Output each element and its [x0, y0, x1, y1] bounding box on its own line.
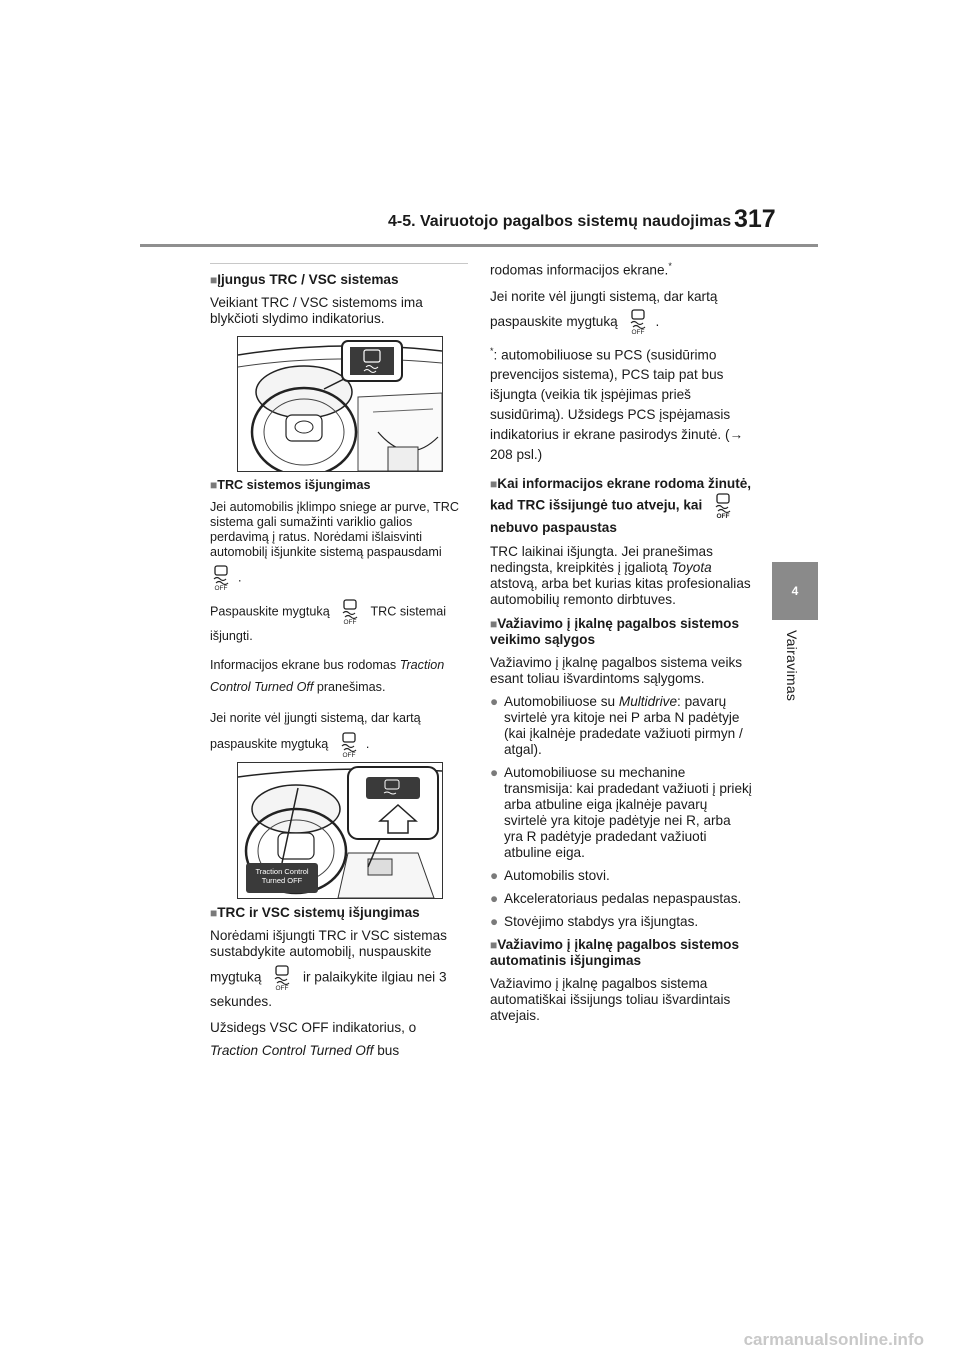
- section-heading: ■TRC ir VSC sistemų išjungimas: [210, 905, 420, 920]
- square-bullet-icon: ■: [490, 477, 498, 492]
- paragraph: OFF .: [210, 565, 468, 591]
- traction-control-label: Traction Control Turned OFF: [255, 867, 309, 885]
- bullet-dot-icon: ●: [490, 765, 499, 781]
- page-number: 317: [734, 205, 776, 233]
- section-heading: ■Įjungus TRC / VSC sistemas: [210, 272, 399, 287]
- section-heading: ■Važiavimo į įkalnę pagalbos sistemos automatinis išjungimas: [490, 937, 740, 969]
- right-column: [490, 258, 752, 1031]
- svg-text:OFF: OFF: [275, 985, 289, 991]
- paragraph: Užsidegs VSC OFF indikatorius, o: [210, 1020, 417, 1035]
- left-column-2: [210, 478, 468, 765]
- section-title: 4-5. Vairuotojo pagalbos sistemų naudojimas: [388, 213, 732, 230]
- trc-off-switch-icon: [712, 493, 734, 519]
- footnote: *: automobiliuose su PCS (susidūrimo prevencijos sistema), PCS taip pat bus išjungta (veikia tik įspėjimas prieš susidūrimą). Užsidegs PCS įspėjamasis indikatorius ir ekrane pasirodys žinutė. (→ 208 psl.): [490, 345, 744, 463]
- svg-text:OFF: OFF: [631, 328, 645, 335]
- paragraph: Paspauskite mygtuką OFF TRC sistemai išjungti.: [210, 599, 468, 647]
- paragraph: Jei automobilis įklimpo sniege ar purve, TRC sistema gali sumažinti variklio galios perdavimą į ratus. Norėdami išlaisvinti automobilį išjunkite sistemą paspausdami: [210, 500, 459, 559]
- list-item: ● Automobilis stovi.: [490, 868, 610, 884]
- paragraph: Informacijos ekrane bus rodomas Traction Control Turned Off pranešimas.: [210, 658, 445, 694]
- paragraph: mygtuką OFF ir palaikykite ilgiau nei 3 sekundes.: [210, 965, 468, 1013]
- bullet-dot-icon: ●: [490, 868, 499, 884]
- dashboard-illustration: [238, 337, 442, 471]
- section-rule: [210, 263, 468, 264]
- square-bullet-icon: ■: [490, 617, 498, 632]
- paragraph: Važiavimo į įkalnę pagalbos sistema automatiškai išsijungs toliau išvardintais atvejais.: [490, 976, 731, 1024]
- list-item: ● Akceleratoriaus pedalas nepaspaustas.: [490, 891, 742, 907]
- bullet-dot-icon: ●: [490, 891, 499, 907]
- square-bullet-icon: ■: [210, 906, 218, 920]
- chapter-label: Vairavimas: [784, 630, 800, 702]
- svg-text:OFF: OFF: [716, 513, 730, 520]
- section-heading: ■Važiavimo į įkalnę pagalbos sistemos veikimo sąlygos: [490, 616, 740, 648]
- square-bullet-icon: ■: [210, 478, 218, 492]
- svg-text:OFF: OFF: [214, 585, 228, 591]
- square-bullet-icon: ■: [490, 938, 498, 953]
- paragraph: Važiavimo į įkalnę pagalbos sistema veiks esant toliau išvardintoms sąlygoms.: [490, 655, 743, 687]
- paragraph: rodomas informacijos ekrane.*: [490, 261, 672, 278]
- trc-off-switch-icon: [627, 309, 649, 335]
- left-column-3: [210, 905, 468, 1066]
- figure-instrument-panel: [237, 336, 443, 472]
- paragraph: paspauskite mygtuką OFF .: [490, 309, 752, 335]
- paragraph: Traction Control Turned Off bus: [210, 1043, 400, 1058]
- paragraph: Jei norite vėl įjungti sistemą, dar kartą: [490, 288, 718, 304]
- trc-off-switch-icon: [339, 599, 361, 625]
- trc-off-switch-icon: [271, 965, 293, 991]
- paragraph: Norėdami išjungti TRC ir VSC sistemas sustabdykite automobilį, nuspauskite: [210, 928, 447, 959]
- chapter-number: 4: [791, 584, 799, 598]
- bullet-dot-icon: ●: [490, 914, 499, 930]
- list-item: ● Automobiliuose su mechanine transmisija: kai pradedant važiuoti į priekį arba atbuline eiga įkalnėje pavarų svirtelė yra kitoje padėtyje nei R, arba yra R padėtyje pradedant važiuoti atbuline eiga.: [490, 765, 752, 861]
- section-heading: ■Kai informacijos ekrane rodoma žinutė, kad TRC išsijungė tuo atveju, kai OFF nebuvo paspaustas: [490, 476, 752, 536]
- paragraph: Jei norite vėl įjungti sistemą, dar kartą paspauskite mygtuką OFF .: [210, 711, 421, 758]
- bullet-dot-icon: ●: [490, 694, 499, 710]
- square-bullet-icon: ■: [210, 273, 218, 287]
- trc-off-switch-icon: [210, 565, 232, 591]
- left-column: [210, 263, 468, 334]
- svg-text:OFF: OFF: [342, 751, 356, 758]
- paragraph: TRC laikinai išjungta. Jei pranešimas nedingsta, kreipkitės į įgaliotą Toyota atstovą, arba bet kurias kitas profesionalias automobilių remonto dirbtuves.: [490, 544, 751, 608]
- svg-text:OFF: OFF: [343, 619, 357, 625]
- header-rule: [140, 244, 818, 247]
- figure-trc-switch: [237, 762, 443, 899]
- paragraph: Veikiant TRC / VSC sistemoms ima blykčioti slydimo indikatorius.: [210, 295, 423, 326]
- watermark[interactable]: carmanualsonline.info: [743, 1330, 924, 1349]
- list-item: ● Automobiliuose su Multidrive: pavarų svirtelė yra kitoje nei P arba N padėtyje (kai įkalnėje pradedate važiuoti pirmyn / atgal).: [490, 694, 743, 758]
- list-item: ● Stovėjimo stabdys yra išjungtas.: [490, 914, 699, 930]
- section-heading: ■TRC sistemos išjungimas: [210, 478, 371, 492]
- trc-off-switch-icon: [338, 732, 360, 758]
- chapter-tab[interactable]: [772, 562, 818, 620]
